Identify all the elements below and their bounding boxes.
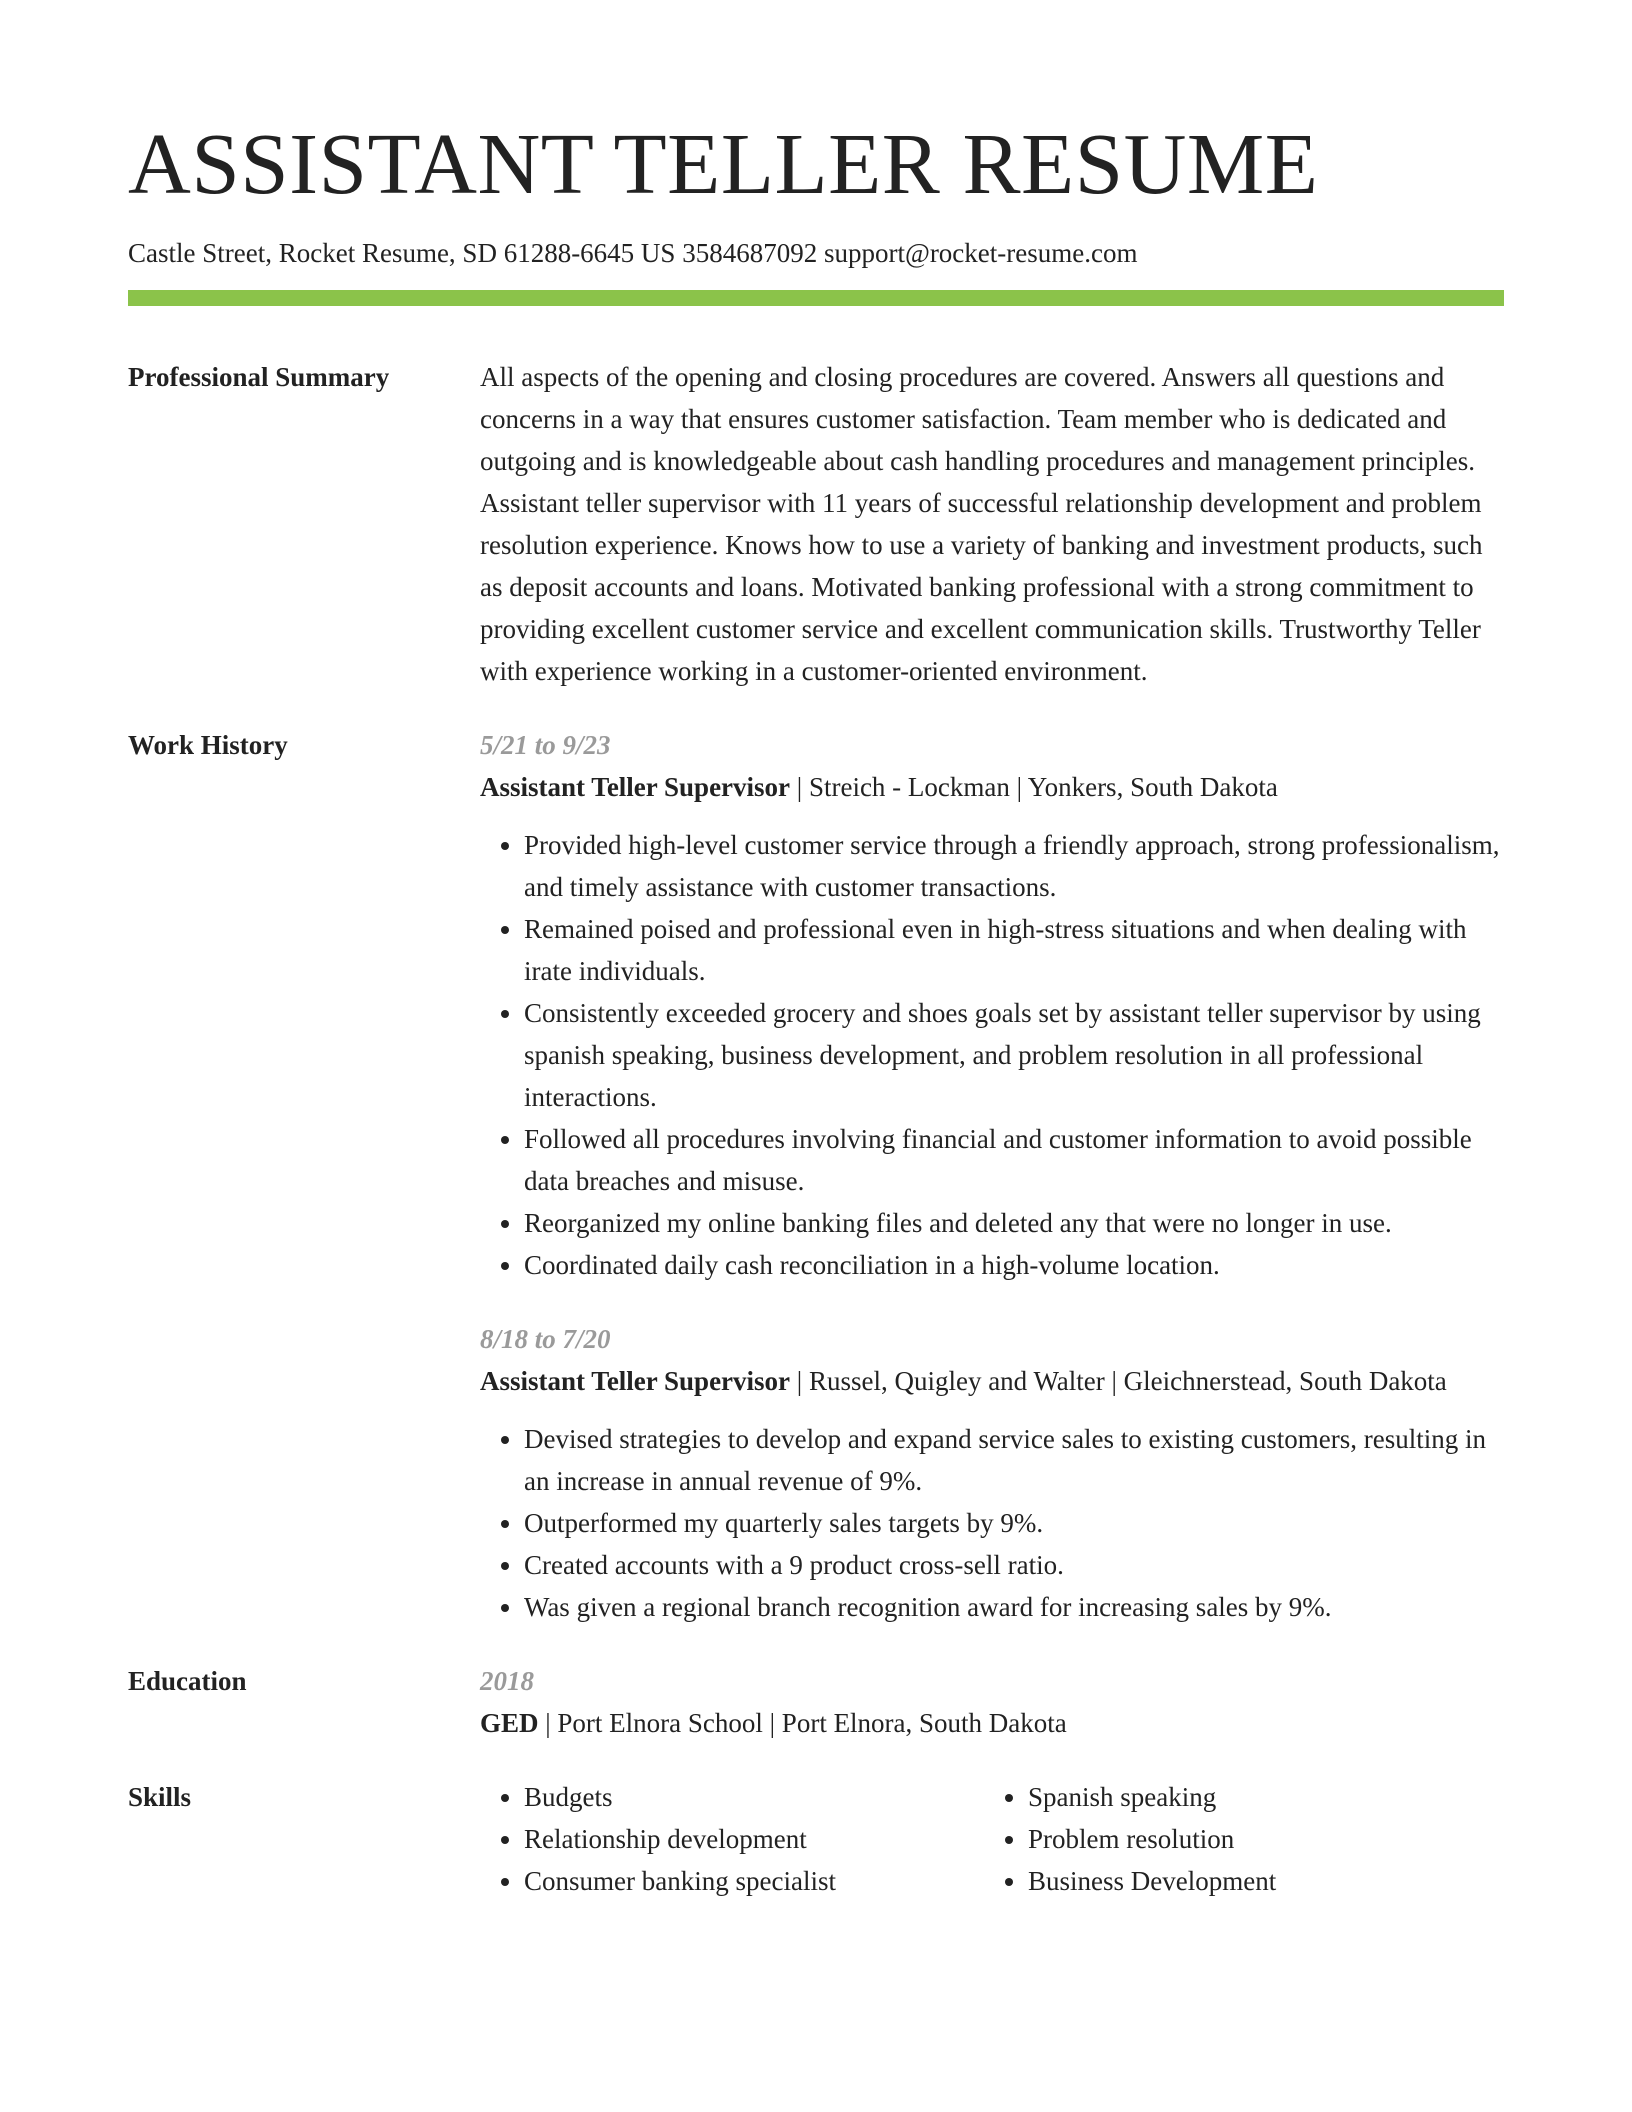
list-item: • Reorganized my online banking files and deleted any that were no longer in use. — [524, 1202, 1504, 1244]
header-divider — [128, 290, 1504, 306]
list-item: • Devised strategies to develop and expand service sales to existing customers, resulting in an increase in annual revenue of 9%. — [524, 1418, 1504, 1502]
section-education — [128, 1660, 1504, 1744]
job-title: Assistant Teller Supervisor — [480, 1366, 791, 1397]
skill-item: • Budgets — [524, 1776, 984, 1818]
skill-item: • Consumer banking specialist — [524, 1860, 984, 1902]
section-label-skills: Skills — [128, 1782, 192, 1813]
list-item: • Consistently exceeded grocery and shoes goals set by assistant teller supervisor by using spanish speaking, business development, and problem resolution in all professional interactions. — [524, 992, 1504, 1118]
job-entry — [480, 1318, 1504, 1628]
skill-item: • Problem resolution — [1028, 1818, 1488, 1860]
education-body — [480, 1660, 1504, 1744]
skill-item: • Spanish speaking — [1028, 1776, 1488, 1818]
work-history-body — [480, 724, 1504, 1628]
summary-text: All aspects of the opening and closing procedures are covered. Answers all questions and concerns in a way that ensures customer satisfaction. Team member who is dedicated and outgoing and is knowledgeable about cash handling procedures and management principles. Assistant teller supervisor with 11 years of successful relationship development and problem resolution experience. Knows how to use a variety of banking and investment products, such as deposit accounts and loans. Motivated banking professional with a strong commitment to providing excellent customer service and excellent communication skills. Trustworthy Teller with experience working in a customer-oriented environment. — [480, 362, 1483, 687]
list-item: • Followed all procedures involving financial and customer information to avoid possible data breaches and misuse. — [524, 1118, 1504, 1202]
job-details: | Russel, Quigley and Walter | Gleichnerstead, South Dakota — [790, 1366, 1447, 1397]
section-work-history — [128, 724, 1504, 1628]
skills-list-left — [480, 1776, 984, 1902]
job-entry — [480, 724, 1504, 1286]
section-label-summary: Professional Summary — [128, 362, 390, 393]
list-item: • Coordinated daily cash reconciliation in a high-volume location. — [524, 1244, 1504, 1286]
education-details: | Port Elnora School | Port Elnora, South Dakota — [538, 1708, 1067, 1739]
education-degree: GED — [480, 1708, 539, 1739]
skills-grid — [480, 1776, 1504, 1902]
contact-line: Castle Street, Rocket Resume, SD 61288-6645 US 3584687092 support@rocket-resume.com — [128, 238, 1138, 268]
skills-list-right — [984, 1776, 1488, 1902]
education-heading — [480, 1702, 1504, 1744]
section-label-work: Work History — [128, 730, 288, 761]
skill-item: • Relationship development — [524, 1818, 984, 1860]
job-dates: 8/18 to 7/20 — [480, 1324, 611, 1355]
job-bullets — [480, 824, 1504, 1286]
job-dates: 5/21 to 9/23 — [480, 730, 611, 761]
list-item: • Remained poised and professional even in high-stress situations and when dealing with irate individuals. — [524, 908, 1504, 992]
list-item: • Outperformed my quarterly sales targets by 9%. — [524, 1502, 1504, 1544]
education-year: 2018 — [480, 1666, 534, 1697]
job-details: | Streich - Lockman | Yonkers, South Dakota — [790, 772, 1278, 803]
job-title: Assistant Teller Supervisor — [480, 772, 791, 803]
skills-column-left — [480, 1776, 984, 1902]
list-item: • Was given a regional branch recognition award for increasing sales by 9%. — [524, 1586, 1504, 1628]
list-item: • Created accounts with a 9 product cross-sell ratio. — [524, 1544, 1504, 1586]
skills-column-right — [984, 1776, 1488, 1902]
job-bullets — [480, 1418, 1504, 1628]
job-heading — [480, 1360, 1504, 1402]
section-professional-summary — [128, 356, 1504, 692]
section-label-education: Education — [128, 1666, 247, 1697]
resume-title: ASSISTANT TELLER RESUME — [128, 115, 1319, 212]
list-item: • Provided high-level customer service through a friendly approach, strong professionalism, and timely assistance with customer transactions. — [524, 824, 1504, 908]
section-skills — [128, 1776, 1504, 1902]
job-heading — [480, 766, 1504, 808]
skill-item: • Business Development — [1028, 1860, 1488, 1902]
